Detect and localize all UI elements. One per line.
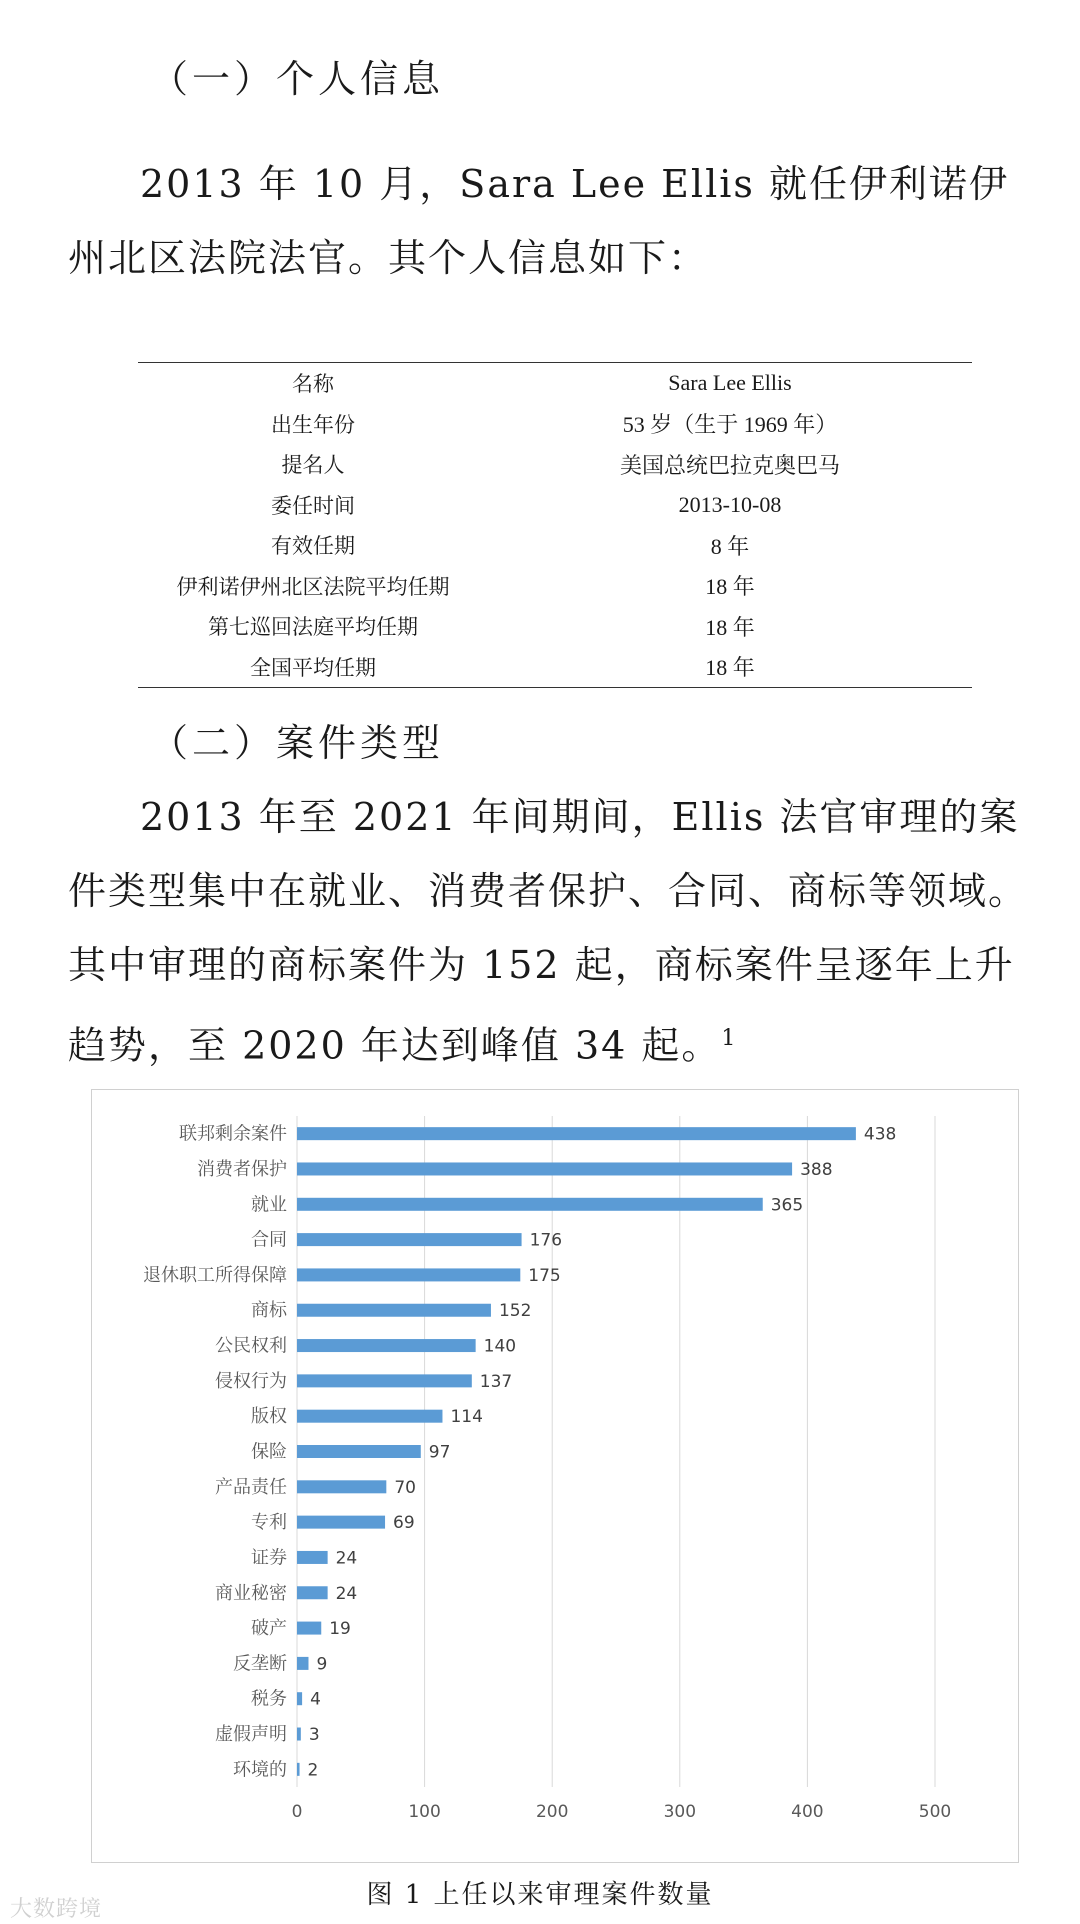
bar	[297, 1304, 491, 1317]
bar	[297, 1268, 520, 1281]
info-label: 第七巡回法庭平均任期	[208, 615, 418, 640]
info-label: 有效任期	[271, 534, 355, 559]
category-label: 联邦剩余案件	[179, 1123, 287, 1145]
bar	[297, 1692, 302, 1705]
bar	[297, 1763, 300, 1776]
category-label: 侵权行为	[215, 1370, 287, 1392]
category-label: 就业	[251, 1194, 287, 1216]
category-label: 破产	[251, 1618, 287, 1640]
info-label: 出生年份	[271, 412, 355, 437]
data-label: 137	[479, 1371, 513, 1392]
category-label: 环境的	[233, 1759, 287, 1781]
info-value: 53 岁（生于 1969 年）	[622, 412, 838, 438]
footnote-marker: 1	[721, 1026, 738, 1051]
data-label: 4	[310, 1689, 321, 1710]
data-label: 9	[316, 1654, 328, 1675]
data-label: 438	[863, 1124, 897, 1145]
data-label: 365	[770, 1195, 804, 1216]
intro-paragraph-text: 2013 年 10 月，Sara Lee Ellis 就任伊利诺伊州北区法院法官。其个人信息如下：	[68, 162, 1009, 280]
data-label: 97	[428, 1442, 451, 1463]
x-tick-label: 100	[408, 1802, 441, 1822]
info-value: 8 年	[710, 533, 750, 559]
data-label: 69	[393, 1513, 415, 1534]
info-label: 名称	[292, 372, 334, 397]
watermark: 大数跨境	[10, 1897, 103, 1922]
category-label: 消费者保护	[197, 1158, 287, 1180]
info-row	[138, 647, 972, 688]
figure-caption: 图 1 上任以来审理案件数量	[366, 1880, 714, 1910]
data-label: 19	[329, 1619, 351, 1640]
bar	[297, 1516, 385, 1529]
data-label: 152	[498, 1301, 532, 1322]
info-value: 18 年	[705, 574, 755, 600]
section-heading-case-types: （二）案件类型	[150, 721, 445, 765]
data-label: 175	[528, 1265, 561, 1286]
category-label: 虚假声明	[215, 1724, 287, 1746]
x-tick-label: 500	[918, 1802, 952, 1822]
info-value: 18 年	[705, 614, 755, 640]
category-label: 专利	[251, 1512, 287, 1534]
data-label: 388	[800, 1159, 833, 1180]
info-row	[138, 606, 972, 647]
category-label: 商标	[251, 1300, 287, 1322]
bar	[297, 1127, 856, 1140]
info-row	[138, 485, 972, 526]
category-label: 退休职工所得保障	[143, 1264, 287, 1286]
info-label: 伊利诺伊州北区法院平均任期	[176, 574, 450, 599]
category-label: 公民权利	[215, 1335, 287, 1357]
bar	[297, 1374, 472, 1387]
category-label: 产品责任	[215, 1476, 287, 1498]
info-value: 18 年	[705, 655, 755, 681]
bar	[297, 1339, 476, 1352]
bar	[297, 1162, 792, 1175]
bar	[297, 1445, 421, 1458]
intro-paragraph	[68, 147, 1048, 295]
bar	[297, 1233, 522, 1246]
info-label: 提名人	[281, 453, 345, 478]
data-label: 176	[529, 1230, 563, 1251]
data-label: 2	[307, 1760, 319, 1781]
section-heading-personal-info: （一）个人信息	[150, 57, 445, 101]
bar	[297, 1728, 301, 1741]
case-count-bar-chart	[92, 1090, 1018, 1862]
x-tick-label: 400	[791, 1802, 824, 1822]
data-label: 114	[450, 1407, 483, 1428]
info-label: 委任时间	[271, 493, 355, 518]
category-label: 证券	[251, 1547, 287, 1569]
bar	[297, 1551, 328, 1564]
info-row	[138, 525, 972, 566]
info-row	[138, 566, 972, 607]
bar	[297, 1586, 328, 1599]
category-label: 版权	[251, 1406, 287, 1428]
bar	[297, 1657, 308, 1670]
category-label: 商业秘密	[215, 1582, 287, 1604]
category-label: 反垄断	[233, 1653, 287, 1675]
x-tick-label: 200	[535, 1802, 569, 1822]
data-label: 3	[308, 1725, 320, 1746]
info-value: 2013-10-08	[678, 491, 782, 517]
bar	[297, 1410, 442, 1423]
x-tick-label: 300	[663, 1802, 697, 1822]
data-label: 24	[335, 1583, 358, 1604]
personal-info-table	[138, 362, 972, 688]
bar	[297, 1198, 763, 1211]
case-types-paragraph-text: 2013 年至 2021 年间期间，Ellis 法官审理的案件类型集中在就业、消费者保护、合同、商标等领域。其中审理的商标案件为 152 起，商标案件呈逐年上升趋势，至 2020 年达到峰值 34 起。	[68, 795, 1029, 1068]
data-label: 70	[394, 1477, 416, 1498]
bar	[297, 1480, 386, 1493]
info-row	[138, 444, 972, 485]
info-value: 美国总统巴拉克奥巴马	[619, 452, 840, 478]
info-label: 全国平均任期	[250, 655, 376, 680]
data-label: 140	[483, 1336, 517, 1357]
category-label: 合同	[251, 1229, 287, 1251]
case-types-paragraph	[68, 780, 1048, 1083]
data-label: 24	[335, 1548, 358, 1569]
x-tick-label: 0	[291, 1802, 303, 1822]
info-value: Sara Lee Ellis	[668, 370, 792, 396]
info-row	[138, 404, 972, 445]
info-row	[138, 363, 972, 404]
category-label: 保险	[251, 1441, 287, 1463]
bar	[297, 1622, 321, 1635]
category-label: 税务	[251, 1688, 287, 1710]
case-count-chart-frame	[91, 1089, 1019, 1863]
